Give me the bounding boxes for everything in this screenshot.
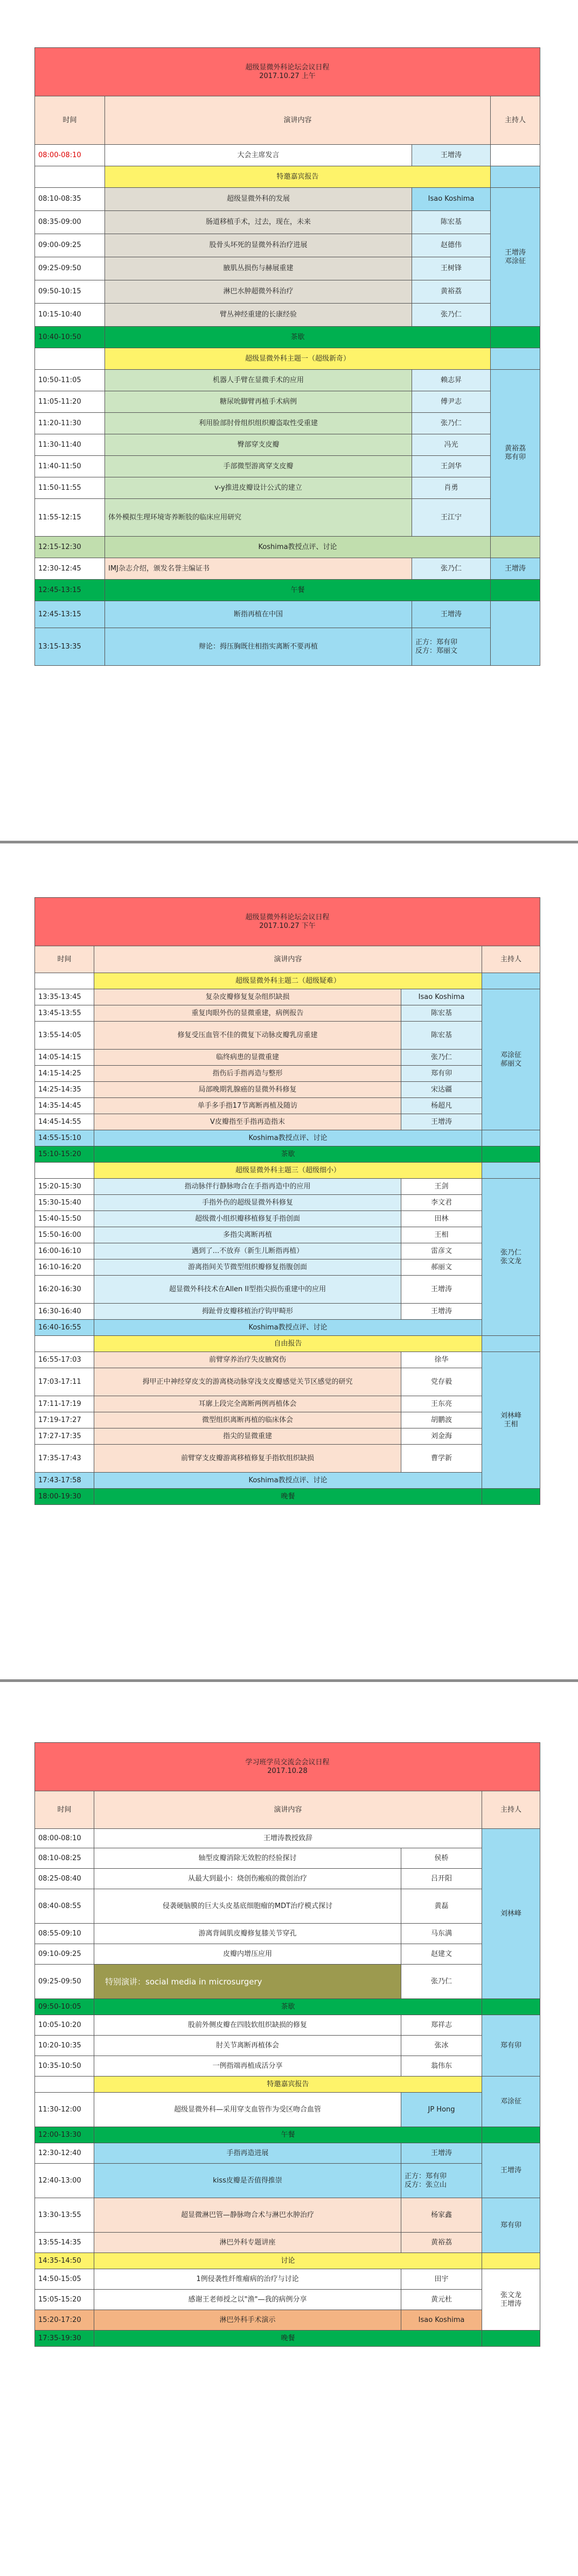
speaker: 肖勇	[412, 477, 491, 499]
speaker: 田宇	[401, 2269, 482, 2290]
host-cell: 张文龙 王增涛	[482, 2269, 540, 2331]
time-cell: 17:35-19:30	[35, 2331, 94, 2347]
time-cell: 16:00-16:10	[35, 1243, 94, 1259]
speaker: 曹学新	[401, 1445, 482, 1473]
time-cell: 15:30-15:40	[35, 1195, 94, 1211]
talk-title: 手指外伤的超级显微外科修复	[94, 1195, 401, 1211]
host-cell: 刘林峰 王相	[482, 1352, 540, 1489]
time-cell: 16:10-16:20	[35, 1259, 94, 1276]
time-cell: 11:20-11:30	[35, 413, 105, 434]
speaker: 陈宏基	[412, 211, 491, 234]
header-content: 演讲内容	[94, 1791, 482, 1829]
time-cell: 09:10-09:25	[35, 1944, 94, 1965]
talk-title: 肠道移植手术，过去，现在，未来	[105, 211, 412, 234]
talk-title: kiss皮瓣是否值得推崇	[94, 2164, 401, 2198]
speaker: 正方：郑有卯 反方：张立山	[401, 2164, 482, 2198]
time-cell: 15:10-15:20	[35, 1146, 94, 1163]
header-host: 主持人	[482, 1791, 540, 1829]
time-cell: 18:00-19:30	[35, 1489, 94, 1505]
time-cell: 15:50-16:00	[35, 1227, 94, 1243]
time-cell: 08:55-09:10	[35, 1924, 94, 1944]
speaker: 侯桥	[401, 1848, 482, 1869]
speaker: JP Hong	[401, 2093, 482, 2127]
talk-title: 超显微淋巴管—静脉吻合术与淋巴水肿治疗	[94, 2198, 401, 2233]
speaker: 陈宏基	[401, 1005, 482, 1022]
speaker: 张乃仁	[401, 1050, 482, 1066]
time-cell: 12:15-12:30	[35, 537, 105, 558]
speaker: 马东满	[401, 1924, 482, 1944]
time-cell: 12:45-13:15	[35, 580, 105, 601]
time-cell: 16:40-16:55	[35, 1320, 94, 1336]
talk-title: 超级微小组织瓣移植修复手指创面	[94, 1211, 401, 1227]
speaker: 王剑华	[412, 456, 491, 477]
section-title: 学习班学员交流会会议日程 2017.10.28	[35, 1743, 540, 1791]
speaker: 陈宏基	[401, 1022, 482, 1050]
speaker: 郑有卯	[401, 1066, 482, 1082]
talk-title: 淋巴水肿超微外科治疗	[105, 280, 412, 304]
break-label: 茶歇	[94, 1146, 482, 1163]
talk-title: 多指尖离断再植	[94, 1227, 401, 1243]
talk-title: 断指再植在中国	[105, 601, 412, 628]
speaker: 王相	[401, 1227, 482, 1243]
speaker: Isao Koshima	[412, 188, 491, 211]
time-cell: 12:30-12:40	[35, 2143, 94, 2164]
talk-title: 腋肌丛损伤与赫展重建	[105, 257, 412, 280]
time-cell: 13:35-13:45	[35, 989, 94, 1005]
time-cell: 17:11-17:19	[35, 1396, 94, 1412]
discussion-label: Koshima教授点评、讨论	[94, 1130, 482, 1146]
time-cell: 17:27-17:35	[35, 1428, 94, 1445]
time-cell: 11:55-12:15	[35, 499, 105, 537]
talk-title: 微型组织离断再植的临床体会	[94, 1412, 401, 1428]
speaker: 王增涛	[401, 2143, 482, 2164]
talk-title: 超级显微外科—采用穿支血管作为受区吻合血管	[94, 2093, 401, 2127]
time-cell: 13:45-13:55	[35, 1005, 94, 1022]
time-cell: 15:05-15:20	[35, 2290, 94, 2310]
session-header: 特邀嘉宾报告	[94, 2077, 482, 2093]
time-cell: 17:43-17:58	[35, 1473, 94, 1489]
talk-title: 局部晚期乳腺癌的显微外科修复	[94, 1082, 401, 1098]
talk-title: 单手多手指17节离断再植及随访	[94, 1098, 401, 1114]
talk-title: 淋巴外科手术演示	[94, 2310, 401, 2331]
host-cell: 王增涛	[491, 558, 540, 580]
header-time: 时间	[35, 946, 94, 973]
time-cell: 14:50-15:05	[35, 2269, 94, 2290]
time-cell: 08:40-08:55	[35, 1889, 94, 1924]
host-cell: 黄裕荔 郑有卯	[491, 370, 540, 537]
host-cell: 张乃仁 张文龙	[482, 1179, 540, 1336]
time-cell: 12:00-13:30	[35, 2127, 94, 2143]
time-cell: 16:20-16:30	[35, 1276, 94, 1304]
time-cell: 11:30-12:00	[35, 2093, 94, 2127]
talk-title: 轴型皮瓣消除无效腔的经验探讨	[94, 1848, 401, 1869]
speaker: 黄裕荔	[401, 2233, 482, 2253]
time-cell: 10:40-10:50	[35, 327, 105, 348]
talk-title: 手指再造进展	[94, 2143, 401, 2164]
header-time: 时间	[35, 96, 105, 145]
talk-title: 股前外侧皮瓣在四肢软组织缺损的修复	[94, 2015, 401, 2036]
speaker: 王东亮	[401, 1396, 482, 1412]
break-label: 午餐	[105, 580, 491, 601]
time-cell: 08:35-09:00	[35, 211, 105, 234]
host-cell: 邓涂征 郝丽文	[482, 989, 540, 1130]
talk-title: 体外模拟生理环境寄养断肢的临床应用研究	[105, 499, 412, 537]
time-cell: 14:45-14:55	[35, 1114, 94, 1130]
talk-title: 超显微外科技术在Allen II型指尖损伤重建中的应用	[94, 1276, 401, 1304]
talk-title: 感谢王老师授之以"渔"—我的病例分享	[94, 2290, 401, 2310]
time-cell: 14:05-14:15	[35, 1050, 94, 1066]
time-cell: 09:50-10:05	[35, 1999, 94, 2015]
talk-title: 淋巴外科专题讲座	[94, 2233, 401, 2253]
talk-title: 侵袭硬脑膜的巨大头皮基底细胞瘤的MDT治疗模式探讨	[94, 1889, 401, 1924]
talk-title: V皮瓣指至手指再造指末	[94, 1114, 401, 1130]
schedule-table-day2	[34, 1742, 540, 2347]
talk-title: 耳廓上段完全离断两例再植体会	[94, 1396, 401, 1412]
speaker: 黄裕荔	[412, 280, 491, 304]
talk-title: 手部微型游离穿支皮瓣	[105, 456, 412, 477]
time-cell: 16:30-16:40	[35, 1304, 94, 1320]
talk-title: 辩论：拇压胸既往相指实离断不要再植	[105, 628, 412, 666]
schedule-table-morning	[34, 47, 540, 666]
time-cell: 12:40-13:00	[35, 2164, 94, 2198]
time-cell: 13:55-14:05	[35, 1022, 94, 1050]
time-cell: 11:30-11:40	[35, 434, 105, 456]
time-cell: 12:30-12:45	[35, 558, 105, 580]
talk-title: 股骨头坏死的显微外科治疗进展	[105, 234, 412, 257]
talk-title: 前臂穿养治疗失皮腋窝伤	[94, 1352, 401, 1368]
speaker: 张乃仁	[412, 304, 491, 327]
talk-title: 指尖的显微重建	[94, 1428, 401, 1445]
speaker: 王增涛	[412, 601, 491, 628]
break-label: 晚餐	[94, 2331, 482, 2347]
speaker: 杨家鑫	[401, 2198, 482, 2233]
talk-title: 特别演讲：social media in microsurgery	[94, 1965, 401, 1999]
talk-title: 1例侵袭性纤维瘤病的治疗与讨论	[94, 2269, 401, 2290]
session-header: 超级显微外科主题三（超级细小）	[94, 1163, 482, 1179]
time-cell: 13:30-13:55	[35, 2198, 94, 2233]
speaker: 张乃仁	[401, 1965, 482, 1999]
time-cell: 14:25-14:35	[35, 1082, 94, 1098]
talk-title: 机器人手臂在显微手术的应用	[105, 370, 412, 391]
time-cell: 16:55-17:03	[35, 1352, 94, 1368]
time-cell: 08:00-08:10	[35, 145, 105, 166]
section-title: 超级显微外科论坛会议日程 2017.10.27 上午	[35, 48, 540, 96]
speaker: 王增涛	[412, 145, 491, 166]
speaker: 党存毅	[401, 1368, 482, 1396]
speaker: 杨超凡	[401, 1098, 482, 1114]
time-cell: 17:19-17:27	[35, 1412, 94, 1428]
time-cell: 15:20-17:20	[35, 2310, 94, 2331]
time-cell: 17:35-17:43	[35, 1445, 94, 1473]
time-cell: 11:05-11:20	[35, 391, 105, 413]
talk-title: v-y推进皮瓣设计公式的建立	[105, 477, 412, 499]
talk-title: 遇到了...不放弃（新生儿断指再植）	[94, 1243, 401, 1259]
time-cell: 13:15-13:35	[35, 628, 105, 666]
host-cell: 邓涂征	[482, 2077, 540, 2127]
talk-title: 超级显微外科的发展	[105, 188, 412, 211]
speaker: 王树锋	[412, 257, 491, 280]
speaker: 赵德伟	[412, 234, 491, 257]
speaker: 李文君	[401, 1195, 482, 1211]
talk-title: 修复受压血管不佳的微复下动脉皮瓣乳房重建	[94, 1022, 401, 1050]
discussion-label: Koshima教授点评、讨论	[94, 1320, 482, 1336]
speaker: 赵建文	[401, 1944, 482, 1965]
host-cell: 王增涛	[482, 2143, 540, 2198]
speaker: 王江宁	[412, 499, 491, 537]
speaker: 张冰	[401, 2036, 482, 2056]
speaker: Isao Koshima	[401, 2310, 482, 2331]
host-cell: 郑有卯	[482, 2198, 540, 2253]
header-time: 时间	[35, 1791, 94, 1829]
talk-title: 肘关节离断再植体会	[94, 2036, 401, 2056]
time-cell: 11:50-11:55	[35, 477, 105, 499]
speaker: 赖志昇	[412, 370, 491, 391]
time-cell: 15:40-15:50	[35, 1211, 94, 1227]
time-cell: 14:35-14:45	[35, 1098, 94, 1114]
speaker: 田林	[401, 1211, 482, 1227]
header-host: 主持人	[491, 96, 540, 145]
time-cell: 13:55-14:35	[35, 2233, 94, 2253]
talk-title: 大会主席发言	[105, 145, 412, 166]
talk-title: 指伤后手指再造与整形	[94, 1066, 401, 1082]
speaker: 宋达疆	[401, 1082, 482, 1098]
time-cell: 08:00-08:10	[35, 1829, 94, 1848]
time-cell: 10:15-10:40	[35, 304, 105, 327]
time-cell: 15:20-15:30	[35, 1179, 94, 1195]
section-divider	[0, 841, 578, 843]
speaker: 张乃仁	[412, 558, 491, 580]
time-cell: 08:10-08:35	[35, 188, 105, 211]
time-cell: 14:15-14:25	[35, 1066, 94, 1082]
time-cell: 17:03-17:11	[35, 1368, 94, 1396]
time-cell: 14:35-14:50	[35, 2253, 94, 2269]
speaker: 张乃仁	[412, 413, 491, 434]
talk-title: 王增涛教授致辞	[94, 1829, 482, 1848]
time-cell: 08:10-08:25	[35, 1848, 94, 1869]
speaker: 胡鹏波	[401, 1412, 482, 1428]
session-header: 超级显微外科主题一（超级新奇）	[105, 348, 491, 370]
header-content: 演讲内容	[105, 96, 491, 145]
break-label: 午餐	[94, 2127, 482, 2143]
time-cell: 09:25-09:50	[35, 257, 105, 280]
speaker: 王增涛	[401, 1114, 482, 1130]
talk-title: 指动脉伴行静脉吻合在手指再造中的应用	[94, 1179, 401, 1195]
header-content: 演讲内容	[94, 946, 482, 973]
speaker: 冯光	[412, 434, 491, 456]
time-cell: 14:55-15:10	[35, 1130, 94, 1146]
talk-title: 游离背阔肌皮瓣修复膝关节穿孔	[94, 1924, 401, 1944]
speaker: 正方：郑有卯 反方：郑丽文	[412, 628, 491, 666]
talk-title: 糖尿吮脚臂再植手术病例	[105, 391, 412, 413]
header-host: 主持人	[482, 946, 540, 973]
speaker: 黄元杜	[401, 2290, 482, 2310]
talk-title: 利用脸部肘骨组织组织瓣盗取性受重建	[105, 413, 412, 434]
host-cell: 王增涛 邓涂征	[491, 188, 540, 327]
speaker: 徐华	[401, 1352, 482, 1368]
schedule-table-afternoon	[34, 897, 540, 1505]
time-cell: 11:40-11:50	[35, 456, 105, 477]
speaker: 刘金海	[401, 1428, 482, 1445]
speaker: 郝丽文	[401, 1259, 482, 1276]
time-cell: 10:20-10:35	[35, 2036, 94, 2056]
speaker: 黄磊	[401, 1889, 482, 1924]
talk-title: 复杂皮瓣修复复杂组织缺损	[94, 989, 401, 1005]
discussion-label: Koshima教授点评、讨论	[94, 1473, 482, 1489]
talk-title: 临终病患的显微重建	[94, 1050, 401, 1066]
break-label: 茶歇	[105, 327, 491, 348]
discussion-label: 讨论	[94, 2253, 482, 2269]
time-cell: 10:05-10:20	[35, 2015, 94, 2036]
time-cell: 09:50-10:15	[35, 280, 105, 304]
speaker: 郑祥志	[401, 2015, 482, 2036]
break-label: 晚餐	[94, 1489, 482, 1505]
talk-title: 皮瓣内增压应用	[94, 1944, 401, 1965]
session-header: 超级显微外科主题二（超级疑难）	[94, 973, 482, 989]
speaker: 王剑	[401, 1179, 482, 1195]
section-title: 超级显微外科论坛会议日程 2017.10.27 下午	[35, 898, 540, 946]
talk-title: 拇趾骨皮瓣移植治疗钩甲畸形	[94, 1304, 401, 1320]
talk-title: 游离指间关节微型组织瓣修复指腹创面	[94, 1259, 401, 1276]
speaker: 雷彦文	[401, 1243, 482, 1259]
time-cell: 08:25-08:40	[35, 1869, 94, 1889]
speaker: 翁伟东	[401, 2056, 482, 2077]
talk-title: 从最大到最小：烧创伤瘢痕的微创治疗	[94, 1869, 401, 1889]
time-cell: 10:50-11:05	[35, 370, 105, 391]
speaker: 王增涛	[401, 1304, 482, 1320]
section-divider	[0, 1679, 578, 1682]
break-label: 茶歇	[94, 1999, 482, 2015]
host-cell	[491, 601, 540, 666]
session-header: 自由报告	[94, 1336, 482, 1352]
time-cell: 09:25-09:50	[35, 1965, 94, 1999]
speaker: Isao Koshima	[401, 989, 482, 1005]
talk-title: 一例指端再植成活分享	[94, 2056, 401, 2077]
speaker: 傅尹志	[412, 391, 491, 413]
talk-title: 重复肉眼外伤的显微重建，病例报告	[94, 1005, 401, 1022]
talk-title: IMJ杂志介绍，颁发名誉主编证书	[105, 558, 412, 580]
time-cell: 09:00-09:25	[35, 234, 105, 257]
talk-title: 拇甲正中神经穿皮支的游离桡动脉穿浅支皮瓣感觉关节区感觉的研究	[94, 1368, 401, 1396]
talk-title: 臂丛神经重建的长康经验	[105, 304, 412, 327]
discussion-label: Koshima教授点评、讨论	[105, 537, 491, 558]
talk-title: 前臂穿支皮瓣游离移植修复手指软组织缺损	[94, 1445, 401, 1473]
session-header: 特邀嘉宾报告	[105, 166, 491, 188]
speaker: 吕开阳	[401, 1869, 482, 1889]
time-cell: 10:35-10:50	[35, 2056, 94, 2077]
time-cell: 12:45-13:15	[35, 601, 105, 628]
host-cell: 刘林峰	[482, 1829, 540, 1999]
speaker: 王增涛	[401, 1276, 482, 1304]
talk-title: 臀部穿支皮瓣	[105, 434, 412, 456]
host-cell: 郑有卯	[482, 2015, 540, 2077]
